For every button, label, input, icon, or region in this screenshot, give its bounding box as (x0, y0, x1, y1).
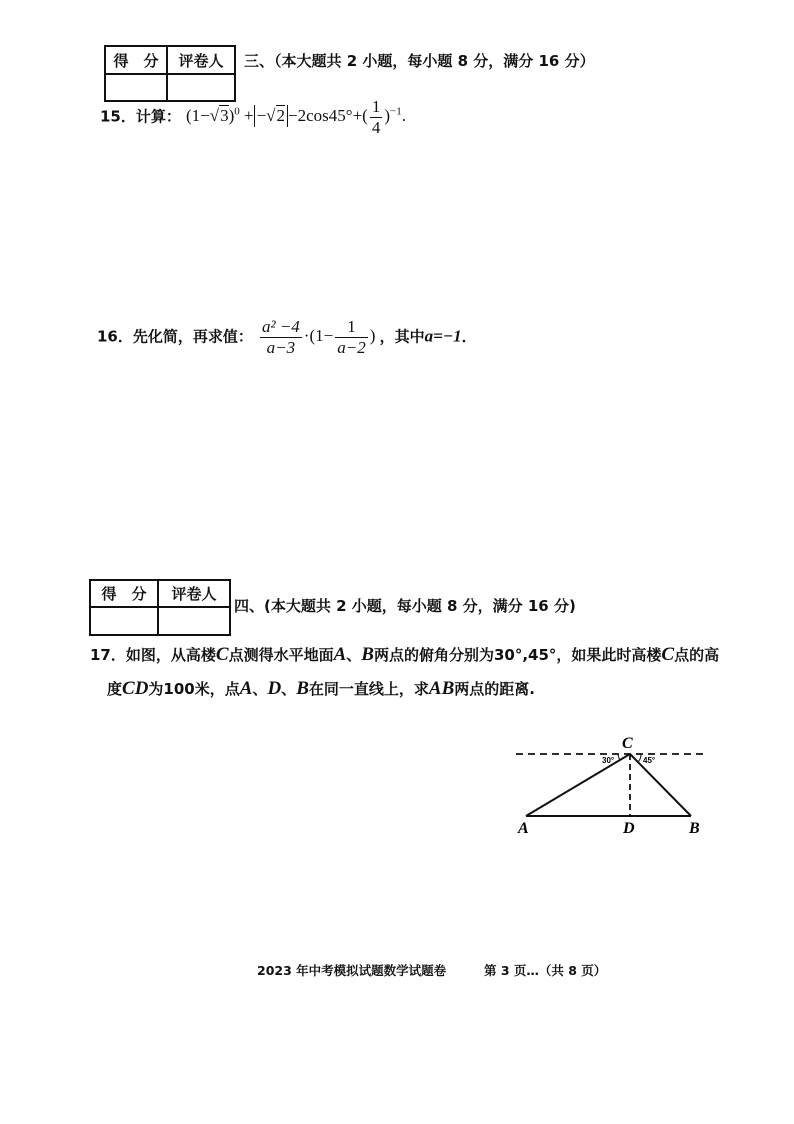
q15-frac-den: 4 (371, 118, 381, 137)
section3-heading: 三、（本大题共 2 小题，每小题 8 分，满分 16 分） (244, 52, 595, 70)
q15-exp0: 0 (234, 105, 240, 118)
q16-frac1-den: a−3 (266, 338, 296, 357)
q17-line-1: 17．如图，从高楼C点测得水平地面A、B两点的俯角分别为30°,45°，如果此时高楼C点的高 (90, 644, 720, 665)
q16-fraction-1 (260, 317, 302, 358)
q15-exp-neg1: −1 (389, 105, 402, 118)
q16-label: 16．先化简，再求值： (97, 327, 253, 346)
label-d: D (623, 820, 635, 837)
label-b: B (689, 820, 700, 837)
q15-expression: $(1-√3)^0 + -√2 -2\cos 45^\circ+$( $\frac{1}{4}$ )$^{-1}$. (185, 97, 406, 137)
q16-frac2-den: a−2 (337, 338, 366, 357)
score-cell (90, 607, 158, 635)
grader-cell (158, 607, 230, 635)
q15-end: . (401, 106, 406, 126)
angle-arc-right (638, 754, 641, 762)
q16-dot-open: ·(1− (303, 326, 334, 346)
angle-arc-left (618, 754, 620, 760)
q15-label: 15．计算： (100, 107, 181, 126)
q15-frac-num: 1 (371, 97, 381, 116)
q16-end: ． (461, 327, 477, 346)
q16-condition: a=−1 (424, 326, 462, 346)
segment-ca (526, 754, 630, 816)
score-header: 得 分 (90, 580, 158, 607)
footer-title: 2023 年中考模拟试题数学试题卷 (257, 963, 447, 978)
q15-sqrt2: 2 (276, 106, 286, 126)
q15-abs-minus: − (256, 106, 267, 126)
q15-fraction (370, 97, 383, 138)
angle-45-label: 45° (643, 756, 656, 765)
q16-where: ，其中 (379, 327, 425, 346)
q15-plus: + (243, 106, 254, 126)
segment-cb (630, 754, 691, 816)
footer-page-number: 第 3 页…（共 8 页） (484, 963, 607, 978)
label-a: A (518, 820, 529, 837)
q15-abs: −√2 (254, 105, 288, 127)
score-box-section4 (89, 579, 231, 636)
q16-close: ) (369, 326, 376, 346)
q16-frac1-num: a² −4 (261, 317, 300, 336)
grader-header: 评卷人 (158, 580, 230, 607)
q15-cos-term: −2cos45°+( (288, 106, 368, 126)
geometry-figure (510, 730, 720, 840)
question-15 (100, 97, 406, 138)
q15-sqrt3: 3 (220, 106, 229, 126)
section4-heading: 四、(本大题共 2 小题，每小题 8 分，满分 16 分) (234, 597, 576, 615)
angle-30-label: 30° (602, 756, 615, 765)
q15-paren-close: ) (228, 106, 235, 126)
question-16 (97, 317, 477, 358)
score-header: 得 分 (105, 46, 167, 74)
score-box-section3 (104, 45, 236, 102)
label-c: C (622, 735, 633, 752)
q16-frac2-num: 1 (335, 317, 367, 338)
q17-line-2: 度CD为100米，点A、D、B在同一直线上，求AB两点的距离. (107, 678, 535, 699)
q16-expression (258, 317, 380, 357)
q15-close: ) (384, 106, 390, 126)
q16-fraction-2 (335, 317, 367, 358)
grader-header: 评卷人 (167, 46, 235, 74)
question-17 (90, 638, 770, 706)
q15-paren-open: (1− (185, 106, 210, 126)
